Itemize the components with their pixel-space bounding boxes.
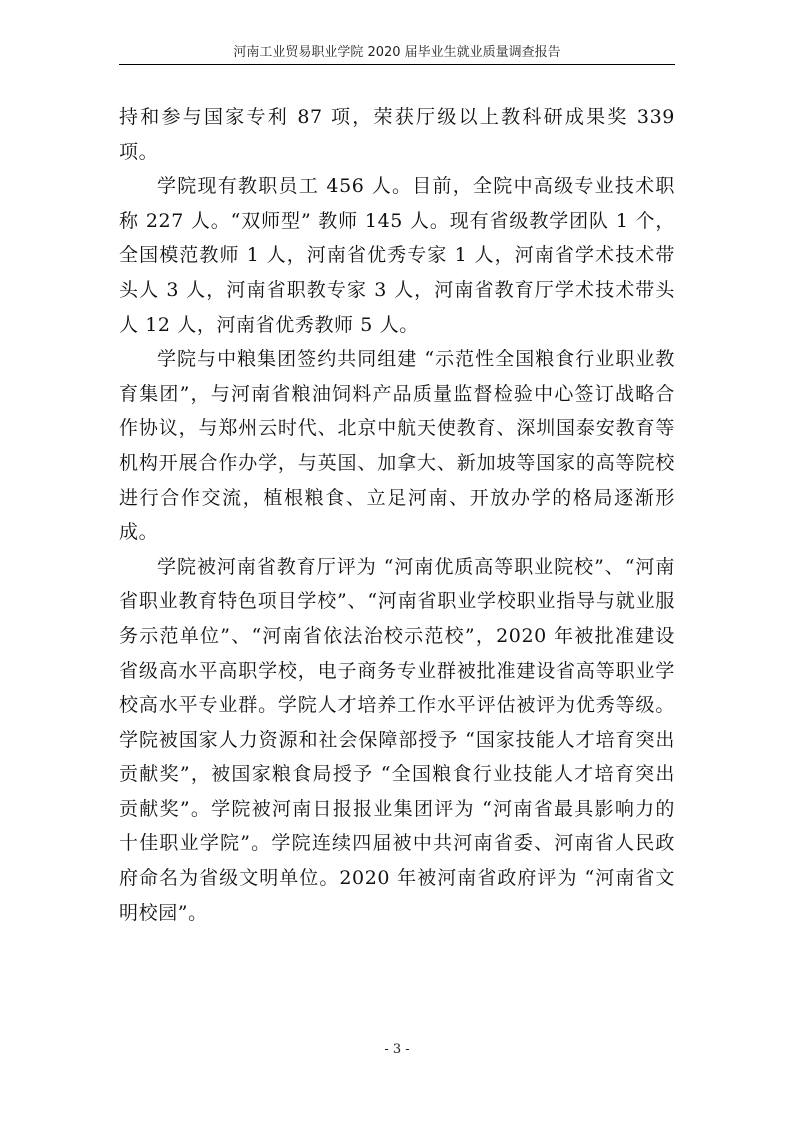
- paragraph-2: 学院现有教职员工 456 人。目前，全院中高级专业技术职称 227 人。“双师型” 教师 145 人。现有省级教学团队 1 个，全国模范教师 1 人，河南省优秀专家 1 人，河南省学术技术带头人 3 人，河南省职教专家 3 人，河南省教育厅学术技术带头人 12 人，河南省优秀教师 5 人。: [119, 175, 675, 336]
- paragraph-4: 学院被河南省教育厅评为 “河南优质高等职业院校”、“河南省职业教育特色项目学校”、“河南省职业学校职业指导与就业服务示范单位”、“河南省依法治校示范校”，2020 年被批准建设省级高水平高职学校，电子商务专业群被批准建设省高等职业学校高水平专业群。学院人才培养工作水平评估被评为优秀等级。学院被国家人力资源和社会保障部授予 “国家技能人才培育突出贡献奖”，被国家粮食局授予 “全国粮食行业技能人才培育突出贡献奖”。学院被河南日报报业集团评为 “河南省最具影响力的十佳职业学院”。学院连续四届被中共河南省委、河南省人民政府命名为省级文明单位。2020 年被河南省政府评为 “河南省文明校园”。: [119, 555, 675, 924]
- paragraph-3: 学院与中粮集团签约共同组建 “示范性全国粮食行业职业教育集团”，与河南省粮油饲料产品质量监督检验中心签订战略合作协议，与郑州云时代、北京中航天使教育、深圳国泰安教育等机构开展合作办学，与英国、加拿大、新加坡等国家的高等院校进行合作交流，植根粮食、立足河南、开放办学的格局逐渐形成。: [119, 348, 675, 544]
- document-body: [119, 100, 675, 930]
- page-header: 河南工业贸易职业学院 2020 届毕业生就业质量调查报告: [233, 45, 561, 60]
- header-divider: [119, 64, 675, 65]
- paragraph-1: 持和参与国家专利 87 项，荣获厅级以上教科研成果奖 339 项。: [119, 106, 675, 163]
- page-number: - 3 -: [384, 1042, 410, 1057]
